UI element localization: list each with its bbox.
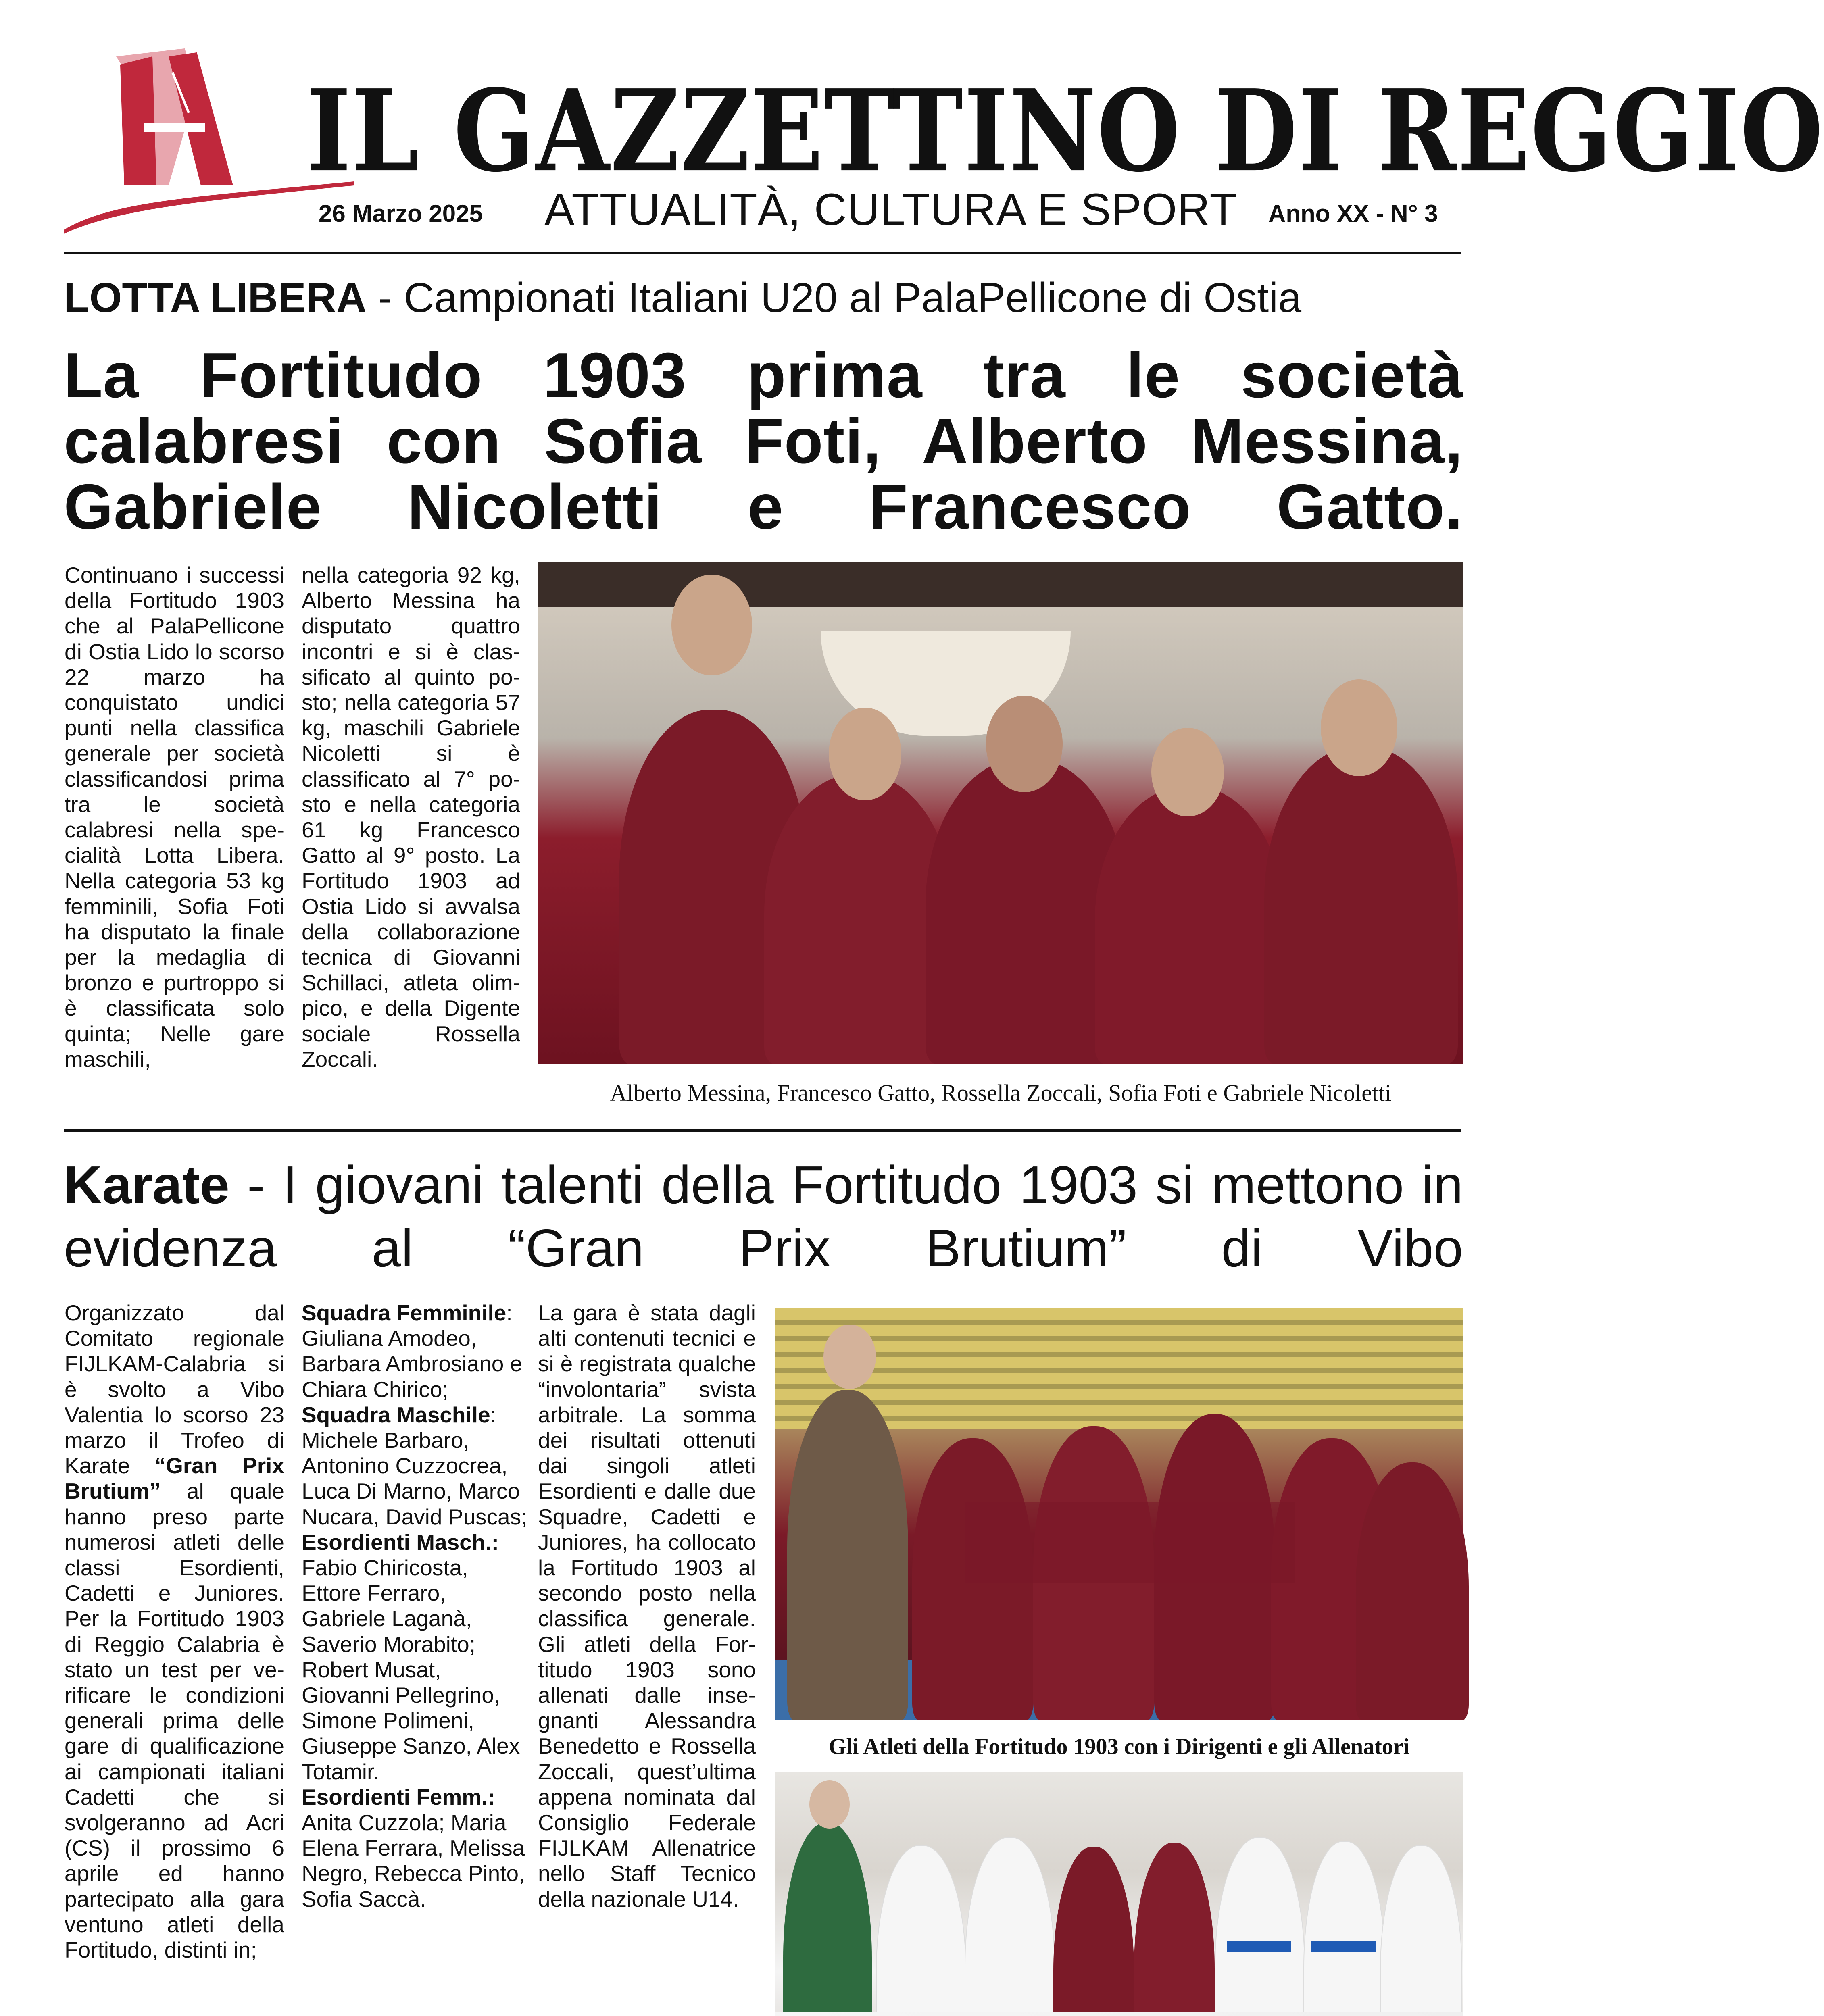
squad-list-item [302, 1402, 527, 1530]
article1-kicker-section: LOTTA LIBERA [64, 275, 367, 321]
squad-names: Michele Barbaro, Antonino Cuzzocrea, Luca Di Marno, Marco Nucara, David Puscas; [302, 1428, 527, 1529]
issue-number: Anno XX - N° 3 [1268, 200, 1438, 227]
squad-list-item [302, 1530, 527, 1785]
section-divider [64, 1129, 1461, 1132]
karate-athletes-group-photo [775, 1772, 1463, 2016]
squad-separator: : [506, 1300, 513, 1325]
article2-headline-section: Karate [64, 1155, 229, 1214]
squad-names: Giuliana Amodeo, Barbara Ambrosiano e Chiara Chirico; [302, 1326, 523, 1402]
article1-kicker-subtitle: - Campionati Italiani U20 al PalaPellicone di Ostia [367, 275, 1302, 321]
article1-column-2: nella categoria 92 kg, Alberto Messina ha disputato quattro incontri e si è classificato al quinto posto; nella categoria 57 kg, maschili Gabriele Nicoletti si è classificato al 7° posto e nella categoria 61 kg Francesco Gatto al 9° posto. La Fortitudo 1903 ad Ostia Lido si avvalsa della collaborazione tecnica di Giovanni Schillaci, atleta olimpico, e della Digente sociale Rossella Zoccali. [302, 562, 520, 1072]
article2-headline-text: - I giovani talenti della Fortitudo 1903 si mettono in evidenza al “Gran Prix Brutium” di Vibo [64, 1155, 1463, 1278]
article1-wrestlers-photo [538, 562, 1463, 1064]
article1-kicker [64, 274, 1301, 322]
squad-separator: : [490, 1402, 496, 1427]
article2-column-1-intro: Organizzato dal Comitato regionale FIJLKAM-Calabria si è svolto a Vibo Valentia lo scorso 23 marzo il Trofeo di Karate [65, 1300, 284, 1479]
article1-column-1: Continuano i successi della Fortitudo 1903 che al PalaPellicone di Ostia Lido lo scorso 22 marzo ha conquistato undici punti nella classifica generale per società classificandosi prima tra le società calabresi nella specialità Lotta Libera. Nella categoria 53 kg femminili, Sofia Foti ha disputato la finale per la medaglia di bronzo e purtroppo si è classificata solo quinta; Nelle gare maschili, [65, 562, 284, 1072]
article2-column-1 [65, 1300, 284, 1963]
newspaper-title: IL GAZZETTINO DI REGGIO [306, 65, 1824, 197]
article1-photo-caption: Alberto Messina, Francesco Gatto, Rossella Zoccali, Sofia Foti e Gabriele Nicoletti [610, 1080, 1392, 1106]
squad-names: Fabio Chiricosta, Ettore Ferraro, Gabriele Laganà, Saverio Morabito; Robert Musat, Giovanni Pellegrino, Simone Polimeni, Giuseppe Sanzo, Alex Totamir. [302, 1555, 520, 1784]
article2-column-2 [302, 1300, 527, 1912]
karate-photo-caption: Gli Atleti della Fortitudo 1903 con i Dirigenti e gli Allenatori [828, 1734, 1410, 1759]
article2-column-1-body: al quale hanno preso parte numerosi atleti delle classi Esordienti, Cadetti e Juniores. Per la Fortitudo 1903 di Reggio Calabria è stato un test per verificare le condizioni generali prima delle gare di qualificazione ai campionati italiani Cadetti che si svolgeranno ad Acri (CS) il prossimo 6 aprile ed hanno partecipato alla gara ventuno atleti della Fortitudo, distinti in; [65, 1479, 284, 1963]
article2-column-3: La gara è stata dagli alti contenuti tecnici e si è registrata qualche “involontaria” svista arbitrale. La somma dei risultati ottenuti dai singoli atleti Esordienti e dalle due Squadre, Cadetti e Juniores, ha collocato la Fortitudo 1903 al secondo posto nella classifica generale. Gli atleti della Fortitudo 1903 sono allenati dalle insegnanti Alessandra Benedetto e Rossella Zoccali, quest’ultima appena nominata dal Consiglio Federale FIJLKAM Allenatrice nello Staff Tecnico della nazionale U14. [538, 1300, 756, 1912]
squad-title: Esordienti Femm.: [302, 1784, 495, 1810]
article2-trophy-name: “Gran Prix Brutium” [65, 1453, 284, 1504]
squad-names: Anita Cuzzola; Maria Elena Ferrara, Melissa Negro, Rebecca Pinto, Sofia Saccà. [302, 1810, 525, 1912]
masthead-divider [64, 252, 1461, 254]
karate-team-trophy-photo [775, 1308, 1463, 1720]
squad-title: Squadra Femminile [302, 1300, 507, 1325]
squad-title: Squadra Maschile [302, 1402, 490, 1427]
squad-list-item [302, 1785, 527, 1912]
newspaper-tagline: ATTUALITÀ, CULTURA E SPORT [544, 184, 1238, 235]
squad-title: Esordienti Masch.: [302, 1529, 499, 1555]
article2-headline [64, 1153, 1463, 1280]
squad-list-item [302, 1300, 527, 1402]
article1-headline: La Fortitudo 1903 prima tra le società calabresi con Sofia Foti, Alberto Messina, Gabriele Nicoletti e Francesco Gatto. [64, 340, 1463, 542]
issue-date: 26 Marzo 2025 [319, 200, 483, 227]
